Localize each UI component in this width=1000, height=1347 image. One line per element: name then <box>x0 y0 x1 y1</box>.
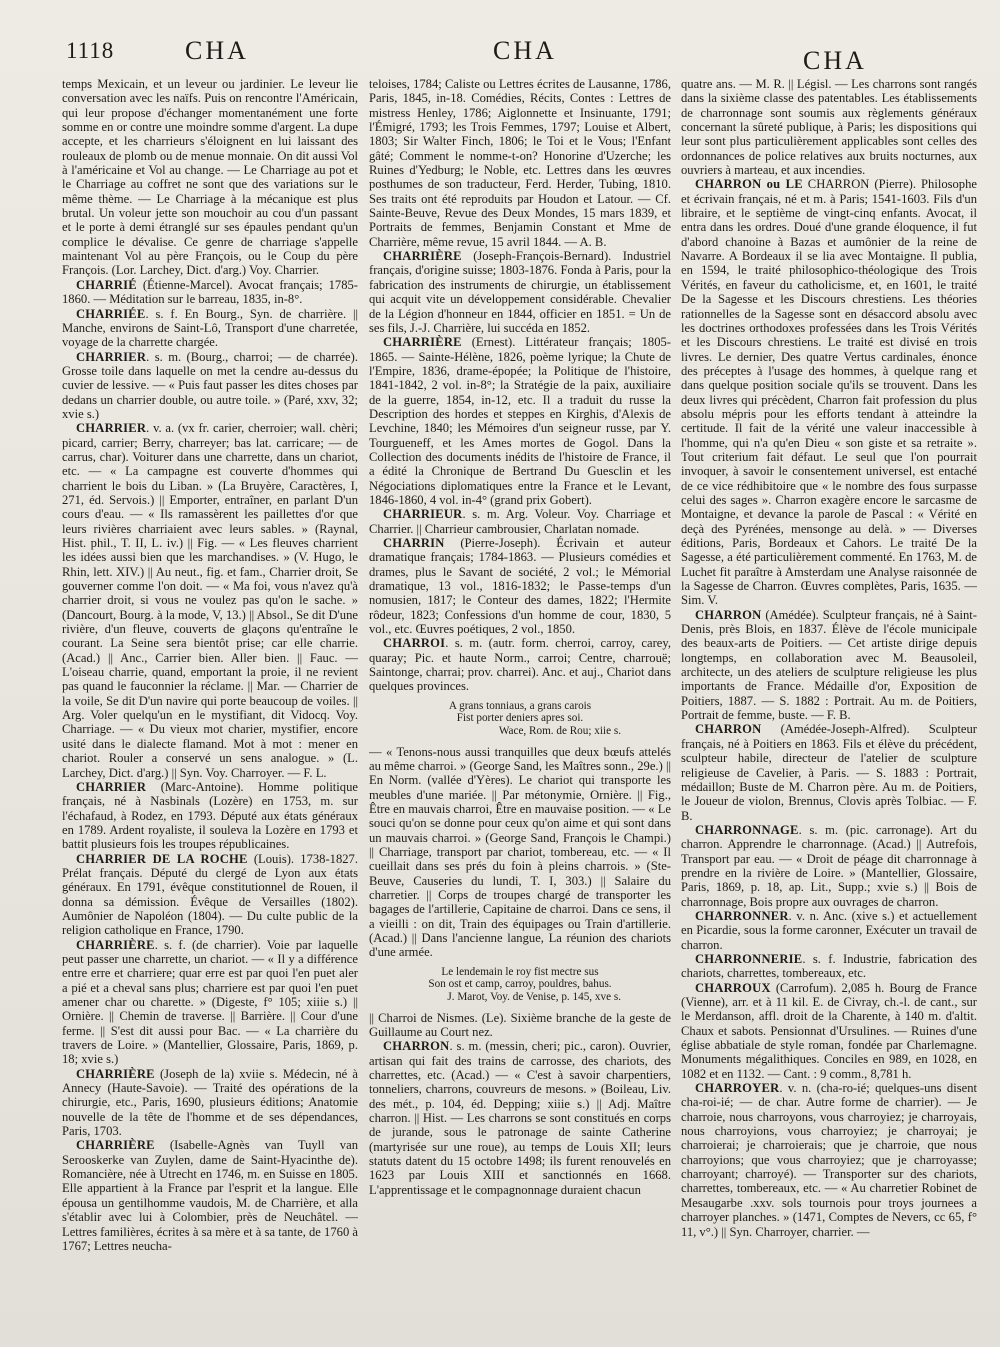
entry-text: CHARRIER (Marc-Antoine). Homme politique français, né à Nasbinals (Lozère) en 1753, m. sur l'échafaud, à Rodez, en 1793. Député aux états généraux en 1789. Ardent royaliste, il souleva la Lozère en 1793 et battit plusieurs fois les troupes républicaines. <box>62 779 358 852</box>
entry-text: CHARRONNER. v. n. Anc. (xive s.) et actuellement en Picardie, sous la forme caronner, Exécuter un travail de charron. <box>681 908 977 952</box>
entry-text: || Charroi de Nismes. (Le). Sixième branche de la geste de Guillaume au Court nez. <box>369 1010 671 1039</box>
entry-text: CHARRON. s. m. (messin, cheri; pic., caron). Ouvrier, artisan qui fait des trains de carrosse, des chariots, des charrettes, etc. (Acad.) — « C'est à savoir charpentiers, tonneliers, charrons, couvreurs de mesons. » (Boileau, Liv. des mét., p. 104, éd. Depping; xiiie s.) || Adj. Maître charron. || Hist. — Les charrons se sont constitués en corps de jurande, sous le patronage de sainte Catherine (martyrisée sur une roue), au temps de Louis XII; leurs statuts datent du 15 octobre 1498; ils furent renouvelés en 1623 par Louis XIII et sanctionnés en 1668. L'apprentissage et le compagnonnage duraient chacun <box>369 1039 671 1197</box>
headword: CHARRON <box>383 1039 450 1054</box>
headword: CHARRON <box>695 722 762 737</box>
entry-text: — « Tenons-nous aussi tranquilles que deux bœufs attelés au même charroi. » (George Sand, les Maîtres sonn., 29e.) || En Norm. (vallée d'Yères). Le chariot qui transporte les meubles d'une mariée. || Par métonymie, Ornière. || Fig., Être en mauvais charroi, Être en mauvaise position. — « Le souci qu'on se donne pour ceux qu'on aime et qui sont dans un mauvais charroi. » (George Sand, François le Champi.) || Charriage, transport par chariot, tombereau, etc. — « Il cueillait dans ses prés du foin à pleins charrois. » (Ste-Beuve, Causeries du lundi, T. I, 303.) || Salaire du charretier. || Corps de troupes chargé de transporter les bagages de l'artillerie, Capitaine de charroi. Dans ce sens, il a vieilli : on dit, Train des équipages ou Train d'artillerie. (Acad.) || Dans l'ancienne langue, La réunion des chariots d'une armée. <box>369 744 671 960</box>
headword: CHARRONNAGE <box>695 822 799 837</box>
entry-text: temps Mexicain, et un leveur ou jardinier. Le leveur lie conversation avec les naïfs. Puis on rencontre l'Américain, qui leur propose d'échanger momentanément une forte somme en or contre une moindre somme d'argent. La dupe accepte, et les charrieurs s'éloignent en lui laissant des rouleaux de plomb ou de menue monnaie. On dit aussi Vol à l'américaine et Vol au change. — Le Charriage au pot et le Charriage au coffret ne sont que des variations sur le même thème. — Le Charriage à la mécanique est plus brutal. Un voleur jette son mouchoir au cou d'un passant et le porte à demi étranglé sur ses épaules pendant qu'un complice le dévalise. Ce genre de charriage s'appelle maintenant Vol au père François, ou le Coup du père François. (Lor. Larchey, Dict. d'arg.) Voy. Charrier. <box>62 77 358 278</box>
entry-text: CHARRIÈRE. s. f. (de charrier). Voie par laquelle peut passer une charrette, un chariot. — « Il y a différence entre erre et charriere; quar erre est par quoi l'en puet aler a pié et a cheval sans plus; charriere est par quoi l'en puet amener char ou charette. » (Digeste, f° 105; xiiie s.) || Ornière. || Chemin de traverse. || Barrière. || Cour d'une ferme. || S'est dit aussi pour Bac. — « La charrière du travers de Loire. » (Mantellier, Glossaire, Paris, 1869, p. 18; xvie s.) <box>62 937 358 1067</box>
page-header <box>0 34 1000 74</box>
running-head-right: CHA <box>803 46 867 75</box>
running-head-center: CHA <box>493 36 557 65</box>
entry-text: CHARROYER. v. n. (cha-ro-ié; quelques-uns disent cha-roi-ié; — de char. Autre forme de charrier). — Je charroie, nous charroyons, vous charroyiez; je charroyais, nous charroyions, vous charroyiez; je charroyai; je charroierai; je charroierais; que je charroie, que nous charroyions; que vous charroyiez; que je charroyasse; charroyant; charroyé). — Transporter sur des chariots, charrettes, tombereaux, etc. — « Au charretier Robinet de Mesaugarbe .xxv. sols tournois pour troys journees a charroyer planches. » (1471, Comptes de Nevers, cc 65, f° 11, v°.) || Syn. Charroyer, charrier. — <box>681 1081 977 1239</box>
headword: CHARRONNERIE <box>695 951 803 966</box>
headword: CHARRIÈRE <box>383 249 462 264</box>
column-right <box>681 77 977 1332</box>
entry-text: CHARRIÈRE (Ernest). Littérateur français; 1805-1865. — Sainte-Hélène, 1826, poème lyrique; la Chute de l'Empire, 1836, drame-épopée; la Politique de l'histoire, 1841-1842, 2 vol. in-8°; la Stratégie de la paix, auxiliaire de la guerre, 1854, in-12, etc. Il a traduit du russe la Description des hordes et steppes en Kirghis, d'Alexis de Levchine, 1840; les Mémoires d'un seigneur russe, par Y. Tourgueneff, et les Ames mortes de Gogol. Dans la Collection des documents inédits de l'histoire de France, il a édité la Chronique de Bertrand Du Guesclin et les Négociations diplomatiques entre la France et le Levant, 1846-1860, 4 vol. in-4° (grand prix Gobert). <box>369 335 671 507</box>
entry-text: CHARRONNERIE. s. f. Industrie, fabrication des chariots, charrettes, tombereaux, etc. <box>681 951 977 981</box>
verse-quotation <box>369 966 671 1004</box>
headword: CHARRONNER <box>695 908 789 923</box>
headword: CHARRON <box>695 607 762 622</box>
page-number: 1118 <box>66 38 115 63</box>
entry-text: CHARROI. s. m. (autr. form. cherroi, carroy, carey, quaray; Pic. et haute Norm., carroi; Centre, charrouë; Saintonge, charrai; prov. charrei). Anc. et auj., Chariot dans quelques provinces. <box>369 636 671 694</box>
headword: CHARROI <box>383 636 446 651</box>
entry-text: CHARRIN (Pierre-Joseph). Écrivain et auteur dramatique français; 1784-1863. — Plusieurs comédies et drames, plus le Savant de société, 2 vol.; le Mémorial dramatique, 13 vol., 1816-1832; le Passe-temps d'un nomusien, 1817; le Conteur des dames, 1822; l'Hermite rôdeur, 1823; Confessions d'un homme de cour, 1830, 5 vol., etc. Œuvres poétiques, 2 vol., 1850. <box>369 536 671 637</box>
verse-line: A grans tonniaus, a grans carois <box>448 699 592 712</box>
entry-text: CHARRIER. s. m. (Bourg., charroi; — de charrée). Grosse toile dans laquelle on met la cendre au-dessus du cuvier de lessive. — « Puis faut passer les dites choses par dedans un charrier double, ou autre toile. » (Paré, xxv, 32; xvie s.) <box>62 349 358 421</box>
headword: CHARRIÉ <box>76 277 137 292</box>
column-middle <box>369 77 671 1322</box>
headword: CHARRIÈRE <box>76 937 155 952</box>
column-left <box>62 77 358 1332</box>
verse-line: Son ost et camp, carroy, pouldres, bahus. <box>428 978 612 991</box>
headword: CHARRIN <box>383 536 445 550</box>
headword: CHARRIER <box>76 421 147 436</box>
headword: CHARRIÈRE <box>76 1138 155 1153</box>
entry-text: CHARRON (Amédée). Sculpteur français, né à Saint-Denis, près Blois, en 1837. Élève de l'école municipale des beaux-arts de Poitiers. — Cet artiste dirige depuis longtemps, en collaboration avec M. Beausoleil, architecte, un des ateliers de sculpture religieuse les plus importants de France. Médaille d'or, Exposition de Poitiers, 1887. — S. 1882 : Portrait. Au m. de Poitiers, Portrait de femme, buste. — F. B. <box>681 607 977 723</box>
entry-text: CHARRIEUR. s. m. Arg. Voleur. Voy. Charriage et Charrier. || Charrieur cambrousier, Charlatan nomade. <box>369 507 671 536</box>
entry-text: CHARRONNAGE. s. m. (pic. carronage). Art du charron. Apprendre le charronnage. (Acad.) || Autrefois, Transport par eau. — « Droit de péage dit charronnage à prendre en la rivière de Loire. » (Mantellier, Glossaire, Paris, 1869, p. 18, ap. Lit., Supp.; xvie s.) || Bois de charronnage, Bois propre aux ouvrages de charron. <box>681 822 977 909</box>
entry-text: CHARRON (Amédée-Joseph-Alfred). Sculpteur français, né à Poitiers en 1863. Fils et élève du précédent, sculpteur habile, directeur de l'atelier de sculpture religieuse de Cavelier, à Paris. — S. 1883 : Portrait, médaillon; Buste de M. Charron père. Au m. de Poitiers, le Joueur de violon, Brennus, Clovis après Tolbiac. — F. B. <box>681 722 977 823</box>
headword: CHARROYER <box>695 1081 780 1096</box>
entry-text: CHARRIÉ (Étienne-Marcel). Avocat français; 1785-1860. — Méditation sur le barreau, 1835, in-8°. <box>62 277 358 307</box>
headword: CHARRIÈRE <box>383 335 462 350</box>
headword: CHARRIÉE <box>76 306 146 321</box>
running-head-left: CHA <box>185 36 249 65</box>
headword: CHARRIER DE LA ROCHE <box>76 851 248 866</box>
headword: CHARRIER <box>76 349 147 364</box>
headword: CHARRIER <box>76 779 147 794</box>
headword: CHARRIÈRE <box>76 1066 155 1081</box>
entry-text: CHARROUX (Carrofum). 2,085 h. Bourg de France (Vienne), arr. et à 11 kil. E. de Civray, ch.-l. de cant., sur le Merdanson, affl. droit de la Charente, à 140 m. d'altit. Chaux et sabots. Pensionnat d'Ursulines. — Ruines d'une église abbatiale de style roman, fondée par Charlemagne. Monuments mégalithiques. Conciles en 989, en 1028, en 1082 et en 1132. — Cant. : 9 comm., 8,781 h. <box>681 980 977 1081</box>
entry-text: CHARRIER DE LA ROCHE (Louis). 1738-1827. Prélat français. Député du clergé de Lyon aux états généraux. En 1791, évêque constitutionnel de Rouen, il donna sa démission. Évêque de Versailles (1802). Aumônier de Napoléon (1804). — Du culte public de la religion catholique en France, 1790. <box>62 851 358 938</box>
entry-text: CHARRIÉE. s. f. En Bourg., Syn. de charrière. || Manche, environs de Saint-Lô, Transport d'une charretée, voyage de la charrette chargée. <box>62 306 358 350</box>
headword: CHARRIEUR <box>383 507 463 522</box>
entry-text: CHARRIÈRE (Joseph de la) xviie s. Médecin, né à Annecy (Haute-Savoie). — Traité des opérations de la chirurgie, etc., Paris, 1690, plusieurs éditions; Anatomie nouvelle de la tête de l'homme et de ses dépendances, Paris, 1703. <box>62 1066 358 1139</box>
verse-source: J. Marot, Voy. de Venise, p. 145, xve s. <box>447 990 621 1003</box>
entry-text: teloises, 1784; Caliste ou Lettres écrites de Lausanne, 1786, Paris, 1845, in-18. Comédies, Récits, Contes : Lettres de mistress Henley, 1786; Aiglonnette et Insinuante, 1791; l'Émigré, 1793; les Trois Femmes, 1797; Louise et Albert, 1803; Sir Walter Finch, 1806; le Toi et le Vous; l'Enfant gâté; Comment le nomme-t-on? Honorine d'Uzerche; les Ruines d'Yedburg; le Noble, etc. Lettres dans les œuvres posthumes de son traducteur, Ferd. Herder, Tubing, 1810. Ses traits ont été reproduits par Houdon et Latour. — Cf. Sainte-Beuve, Revue des Deux Mondes, 15 mars 1839, et Portraits de femmes, Benjamin Constant et Mme de Charrière, même revue, 15 avril 1844. — A. B. <box>369 77 671 249</box>
verse-line: Fist porter deniers apres soi. <box>456 712 584 725</box>
entry-text: CHARRIÈRE (Joseph-François-Bernard). Industriel français, d'origine suisse; 1803-1876. Fonda à Paris, pour la fabrication des instruments de chirurgie, un établissement qui acquit vite un développement considérable. Chevalier de la Légion d'honneur en 1844, officier en 1851. = Un de ses fils, J.-J. Charrière, lui succéda en 1852. <box>369 249 671 335</box>
verse-source: Wace, Rom. de Rou; xiie s. <box>498 724 621 737</box>
headword: CHARROUX <box>695 980 771 995</box>
verse-line: Le lendemain le roy fist mectre sus <box>441 965 599 978</box>
entry-text: quatre ans. — M. R. || Législ. — Les charrons sont rangés dans la sixième classe des patentables. Les établissements de charronnage sont soumis aux règlements généraux concernant la sûreté publique, à Paris; les dispositions qui leur sont plus particulièrement applicables sont celles des ordonnances de police relatives aux bruits nocturnes, aux ouvriers à marteau, et aux incendies. <box>681 77 977 178</box>
entry-text: CHARRON ou LE CHARRON (Pierre). Philosophe et écrivain français, né et m. à Paris; 1541-1603. Fils d'un libraire, et le septième de vingt-cinq enfants. Avocat, il entra dans les ordres. Doué d'une grande éloquence, il fut d'abord chanoine à Bazas et aumônier de la reine de Navarre. A Bordeaux il se lia avec Montaigne. Il publia, en 1594, le traité philosophico-théologique des Trois Vérités, en faveur du catholicisme, et, en 1601, le traité De la Sagesse et les Discours chrestiens. Les théories rationnelles de la Sagesse sont en désaccord absolu avec les doctrines orthodoxes professées dans les Trois Vérités et les Discours chrestiens. Le traité est divisé en trois livres. Le dernier, Des quatre Vertus cardinales, énonce des préceptes à l'usage des hommes, à quelque rang et dans quelque position sociale qu'ils se trouvent. Dans les deux livres qui précèdent, Charron fait profession du plus absolu mépris pour les efforts tendant à atteindre la certitude. Il fait de la vérité une valeur inaccessible à l'homme, qui n'a qu'en Dieu « son giste et sa retraite ». Tout criterium fait défaut. Le seul que l'on pourrait invoquer, à savoir le consentement universel, est entaché de ce vice rédhibitoire que « le nombre des fous surpasse celui des sages ». Charron exagère encore le sarcasme de Montaigne, et devance la parole de Pascal : « Vérité en deçà des Pyrénées, mensonge au delà. » — Diverses éditions, Paris, Bordeaux et Cahors. Le traité De la Sagesse, a été particulièrement commenté. En 1763, M. de Luchet fit paraître à Amsterdam une Analyse raisonnée de la Sagesse de Charron. Œuvres complètes, Paris, 1635. — Sim. V. <box>681 177 977 608</box>
entry-text: CHARRIÈRE (Isabelle-Agnès van Tuyll van Serooskerke van Zuylen, dame de Saint-Hyacinthe de). Romancière, née à Utrecht en 1746, m. en Suisse en 1805. Elle appartient à la France par l'esprit et la langue. Elle épousa un gentilhomme vaudois, M. de Charrière, et alla s'établir avec lui à Colombier, près de Neuchâtel. — Lettres familières, écrites à sa mère et à sa tante, de 1760 à 1767; Lettres neucha- <box>62 1138 358 1253</box>
headword: CHARRON ou LE <box>695 177 803 192</box>
verse-quotation <box>369 700 671 738</box>
entry-text: CHARRIER. v. a. (vx fr. carier, cherroier; wall. chèri; picard, carrier; Berry, charreyer; bas lat. carricare; — de carrus, char). Voiturer dans une charrette, dans un chariot, etc. — « La campagne est couverte d'hommes qui charrient le bois du Liban. » (La Bruyère, Caractères, I, 271, éd. Servois.) || Emporter, entraîner, en parlant D'un cours d'eau. — « Ils ramassèrent les paillettes d'or que leurs rivières charriaient avec leurs sables. » (Raynal, Hist. phil., T. II, L. iv.) || Fig. — « Les fleuves charrient les idées aussi bien que les marchandises. » (V. Hugo, le Rhin, lett. XIV.) || Au neut., fig. et fam., Charrier droit, Se gouverner comme l'on doit. — « Ma foi, vous n'avez qu'à charrier droit, si vous ne voulez pas qu'on le sache. » (Dancourt, Bourg. à la mode, V, 13.) || Absol., Se dit D'une rivière, d'un fleuve, couverts de glaçons qu'entraîne le courant. La Seine sera bientôt prise; car elle charrie. (Acad.) || Anc., Carrier bien. Aller bien. || Fauc. — L'oiseau charrie, quand, emportant la proie, il ne revient pas quand le fauconnier la réclame. || Mar. — Charrier de la voile, Se dit D'un navire qui porte beaucoup de voiles. || Arg. Voler quelqu'un en le mystifiant, dit Vidocq. Voy. Charriage. — « Du vieux mot charier, mystifier, encore usité dans le dialecte flamand. Mot à mot : mener en chariot. Rouler a conservé un sens analogue. » (L. Larchey, Dict. d'arg.) || Syn. Voy. Charroyer. — F. L. <box>62 421 358 780</box>
